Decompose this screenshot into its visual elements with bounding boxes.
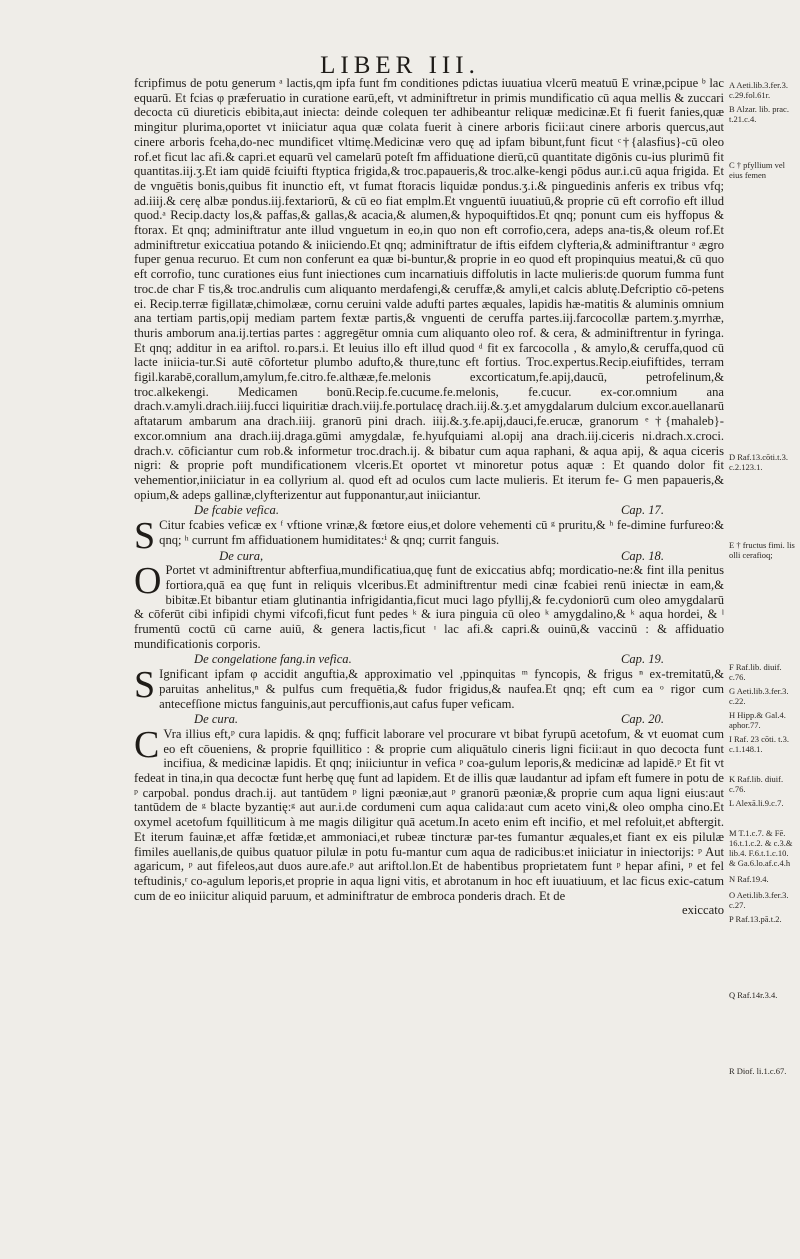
margin-note: F Raf.lib. diuif. c.76. <box>729 662 782 682</box>
margin-note: Q Raf.14r.3.4. <box>729 990 778 1000</box>
drop-capital: C <box>134 723 160 766</box>
chapter-number: Cap. 18. <box>620 548 664 563</box>
section-title: De congelatione fang.in vefica. <box>194 652 352 667</box>
margin-note: M T.1.c.7. & Fē. 16.t.1.c.2. & c.3.& lib.4. F.6.t.1.c.10. & Ga.6.lo.af.c.4.h <box>729 828 793 868</box>
margin-note: A Aeti.lib.3.fer.3. c.29.fol.61r. <box>729 80 789 100</box>
margin-note: D Raf.13.cōti.t.3. c.2.123.1. <box>729 452 789 472</box>
opening-paragraph: fcripfimus de potu generum ᵃ lactis,qm ipfa funt fm conditiones pdictas iuuatiua vlcerū meatuū E vrinæ,pcipue ᵇ lac equarū. Et fcias φ præferuatio in curatione earū,eft, vt adminiftretur in primis mundificatio cū aqua mellis & zuccari decocta cū diureticis ebibita,aut iniecta: deinde colequen ter adhibeantur reliquæ medicinæ.Et fi fuerit fanies,quæ mingitur plurima,oportet vt iniiciatur aqua quæ colata fuerit à cinere arboris ficii:aut cinere arboris quercus,aut cinere arboris fceha,do-nec mundificet vltimę.Medicinæ vero quę ad ipfam bibunt,funt ficut ᶜ†{alasfius}-cū oleo rof.et ficut lac afi.& capri.et equarū vel camelarū poteſt fm affiduatione dierū,cū quantitate digōnis cu-ius plurimū fit quantitas.iij.ʒ.Et iam quidē fciuifti ftyptica frigida,& troc.papaueris,& troc.alke-kengi pōdus aur.i.cū aqua frigida. Et de vnguētis bonis,quibus fit inunctio eft, vt fumat ftoracis liquidæ pondus.ʒ.i.& pinguedinis anferis ex tribus vfq; ad.iiij.& cerę albæ pondus.iij.fextariorū, & cū eo fiat emplm.Et vnguentū iuuatiuū,& proprie cū eft corrofio eft illud quod.ᵃ Recip.dacty los,& paffas,& gallas,& acacia,& alumen,& hypoquiftidos.Et qnq; ponunt cum eis hyffopus & ftorax. Et qnq; adminiftratur ante illud vnguetum in eo,in quo non eft corrofio,cera, adeps ana-tis,& oleum rof.Et adminiftretur exiccatiua potando & iniiciendo.Et qnq; adminiftratur de iftis eifdem clyfteria,& adminiftrantur ᵃ ægro fuper genua recuruo. Et cum non conferunt ea quæ bi-buntur,& proprie in eo quod eft propinquius meatui,& cū quo eft corrofio, tunc curationes eius funt iniectiones cum incarnatiuis diffolutis in lacte mulieris:de quorum fumma funt troc.de char F tis,& troc.andrulis cum aliquanto merdafengi,& ceruffæ,& amyli,et calcis ablutę.Defcriptio cō-petens ei. Recip.terræ figillatæ,chimolææ, cornu ceruini valde adufti partes æquales, lapidis hæ-matitis & aluminis omnium ana tertiam partis,opij mediam partem fextæ partis,& vnguenti de ceruffa partes.iij.farcocollæ partem.ʒ.myrrhæ, thuris amborum ana.ij.tertias partes : aggregētur omnia cum aliquanto oleo rof. & cera, & adminiftrentur in fyringa. Et qnq; additur in ea ariftol. ro.pars.i. Et leuius illo eft illud quod ᵈ fit ex farcocolla , & amylo,& ceruffa,quod cū lacte iniicia-tur.Si autē cōfortetur plumbo adufto,& thure,tunc eft fortius. Troc.expertus.Recip.eiufiftides, terram figil.karabē,corallum,amylum,fe.citro.fe.althææ,fe.melonis excorticatum,fe.apij,daucū, petrofelinum,& troc.alkekengi. Medicamen bonū.Recip.fe.cucume.fe.melonis, fe.cucur. ex-cor.omnium ana drach.v.amyli.drach.iiij.fucci liquiritiæ drach.viij.fe.portulacę drach.iij.&.ʒ.et amygdalarum dulcium excor.auellanarū aftatarum ambarum ana drach.iiij. granorū pini drach. iiij.&.ʒ.fe.apij,dauci,fe.erucæ, granorum ᵉ †{mahaleb}- excor.omnium ana drach.iij.draga.gūmi amygdalæ, fe.hyufquiami al.opij ana drach.iij.ciceris ni.drach.x.croci. drach.v. cōficiantur cum rob.& informetur troc.drach.ij. & bibatur cum aqua raphani, & aqua apij, & aqua ciceris nigri: & proprie poft mundificationem vlceris.Et oportet vt minoretur potus aquæ : Et quando dolor fit vehementior,iniiciatur in ea collyrium al. quod eft ad oculos cum lacte mulieris. Et iterum fe- G men papaueris,& opium,& adeps gallinæ,clyfterizentur aut fupponantur,aut iniiciantur. <box>134 76 724 502</box>
margin-note: B Alzar. lib. prac. t.21.c.4. <box>729 104 789 124</box>
section-title: De cura, <box>219 548 264 563</box>
section-heading-18 <box>159 549 724 564</box>
section-paragraph-20 <box>134 723 724 903</box>
section-text: Ignificant ipfam φ accidit anguftia,& approximatio vel ,ppinquitas ᵐ fyncopis, & frigus ⁿ ex-tremitatū,& paruitas anhelitus,ⁿ & pulfus cum frequētia,& fudor frigidus,& naufea.Et qnq; eft cum ea ᵒ rigor cum antecefſione mictus fanguinis,aut percuffionis,aut cafus fuper veficam. <box>159 667 724 711</box>
margin-note: P Raf.13.pā.t.2. <box>729 914 782 924</box>
drop-capital: O <box>134 560 162 603</box>
margin-note: H Hipp.& Gal.4. aphor.77. <box>729 710 786 730</box>
margin-note: I Raf. 23 cōti. t.3. c.1.148.1. <box>729 734 789 754</box>
margin-note: L Alexā.li.9.c.7. <box>729 798 784 808</box>
section-text: Portet vt adminiftrentur abfterfiua,mundificatiua,quę funt de exiccatius abfq; mordicatio-ne:& fint illa penitus fortiora,quā ea quę funt in reliquis vlceribus.Et adminiftrentur medi cinæ fcabiei renū iniectæ in eam,& bibitæ.Et bibantur etiam glutinantia infrigidantia,ficut muci lago pfyllij,& fe.cydoniorū cum oleo amygdalarū & cōferūt cibi infipidi chymi vifcofi,ficut funt pedes ᵏ & iura pinguia cū oleo ᵏ amygdalino,& ᵏ aqua hordei, & ˡ frumentū coctū cū carne auiū, & genera lactis,ficut ᶦ lac afi.& capri.& ouinū,& vaccinū : & affiduatio mundificationis corporis. <box>134 563 724 651</box>
section-text: Citur fcabies veficæ ex ᶠ vftione vrinæ,& fœtore eius,et dolore vehementi cū ᵍ pruritu,& ʰ fe-dimine furfureo:& qnq; ʰ currunt fm affiduationem humiditates:ⁱ & qnq; currit fanguis. <box>159 518 724 547</box>
margin-note: R Diof. li.1.c.67. <box>729 1066 787 1076</box>
running-head: LIBER III. <box>320 52 480 79</box>
margin-note: E † fructus fimi. lis olli cerafioq; <box>729 540 795 560</box>
catchword-row <box>134 903 724 918</box>
drop-capital: S <box>134 664 156 707</box>
drop-capital: S <box>134 515 156 558</box>
section-text: Vra illius eft,ᵖ cura lapidis. & qnq; fufficit laborare vel procurare vt bibat fyrupū acetofum, & vt euomat cum eo eft cōueniens, & proprie fquillitico : & proprie cum aliquātulo cineris ligni ficii:aut in quo decocta funt incifiua, & medicinæ lapidis. Et qnq; iniiciuntur in vefica ᵖ coa-gulum leporis,& medicinæ ad lapidē.ᵖ Et fit vt fedeat in tina,in qua decoctæ funt herbę quę funt ad lapidem. Et de illis quæ laudantur ad ipfam eft fumere in potu de ᵖ carpobal. pondus drach.ij. aut tantūdem ᵖ ligni pæoniæ,aut ᵖ granorū pæoniæ,& proprie cum aqua ligni eius:aut tantūdem de ᵍ blacte byzantię:ᵍ aut aur.i.de cordumeni cum aqua calida:aut cum aceto vini,& oleo ompha cino.Et oxymel acetofum fquilliticum à me magis diligitur quā acetum.In aceto enim eft incifio, et mel refoluit,et abftergit. Et iterum fauinæ,et affæ fœtidæ,et ammoniaci,et rubeæ tincturæ par-tes fumantur æquales,et fiant ex eis pilulæ fimiles auellanis,de quibus quatuor pilulæ in potu fu-mantur cum aqua de radicibus:et iniiciatur in iniectorijs: ᵖ Aut agaricum, ᵖ aut fifeleos,aut duos aure.afe.ᵖ aut ariftol.lon.Et de habentibus proprietatem funt ᵖ hepar afini, ᵖ et fel teftudinis,ʳ co-agulum leporis,et proprie in aqua ligni vitis, et abrotanum in hoc eft iuuatiuum, et lac ficus exic-catum cum de eo iniicitur aliquid paruum, et adminiftratur de embroca ponderis drach. Et de <box>134 726 724 903</box>
chapter-number: Cap. 20. <box>620 712 664 727</box>
section-title: De cura. <box>194 712 239 727</box>
margin-note: C † pfyllium vel eius femen <box>729 160 785 180</box>
section-paragraph-18 <box>134 560 724 651</box>
chapter-number: Cap. 19. <box>620 652 664 667</box>
catchword: exiccato <box>682 903 724 918</box>
section-title: De fcabie vefica. <box>194 503 279 518</box>
margin-note: O Aeti.lib.3.fer.3. c.27. <box>729 890 789 910</box>
margin-note: N Raf.19.4. <box>729 874 769 884</box>
section-paragraph-19 <box>134 664 724 711</box>
margin-note: G Aeti.lib.3.fer.3. c.22. <box>729 686 789 706</box>
margin-note: K Raf.lib. diuif. c.76. <box>729 774 784 794</box>
section-heading-19 <box>134 652 724 667</box>
main-text-column <box>134 76 724 918</box>
section-heading-17 <box>134 503 724 518</box>
chapter-number: Cap. 17. <box>620 503 664 518</box>
section-heading-20 <box>134 712 724 727</box>
